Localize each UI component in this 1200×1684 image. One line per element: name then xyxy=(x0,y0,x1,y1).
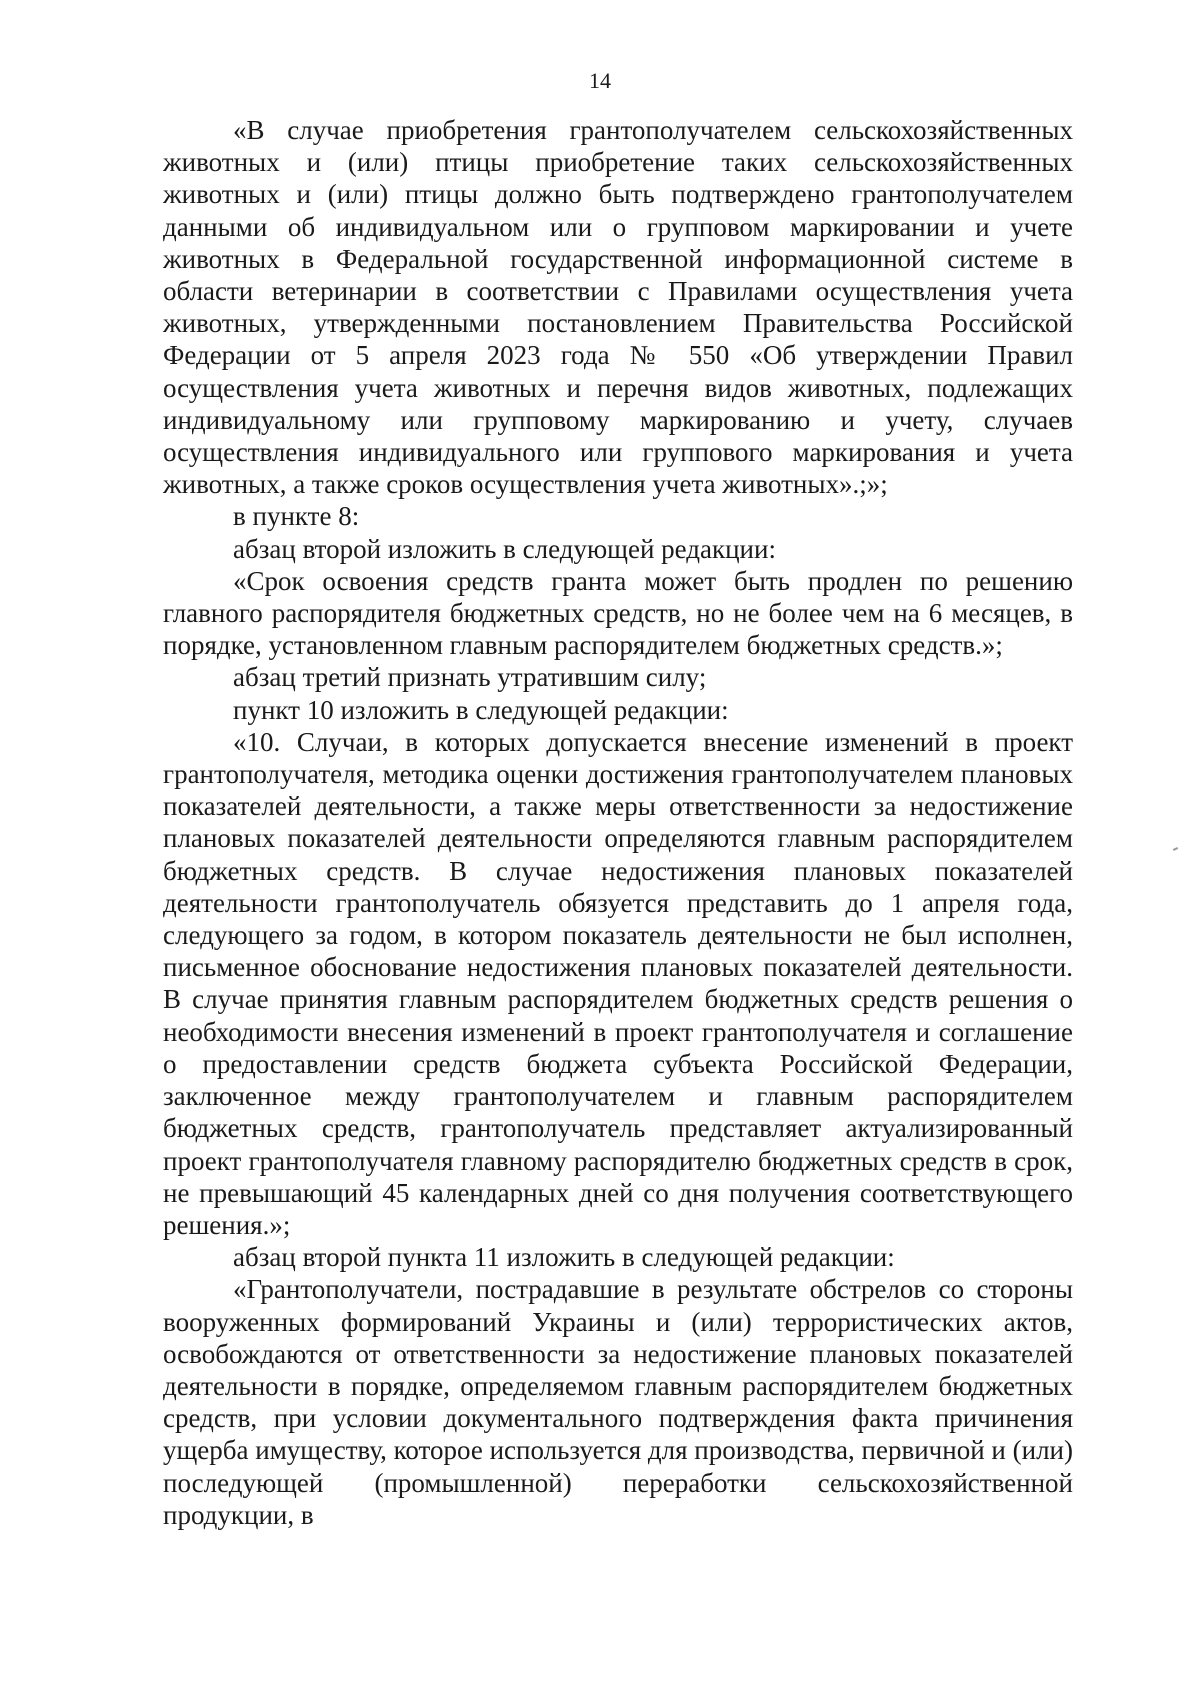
paragraph-point-8: в пункте 8: xyxy=(233,501,360,532)
paragraph-second-abzac: абзац второй изложить в следующей редакции: xyxy=(233,533,776,564)
paragraph-point-10: пункт 10 изложить в следующей редакции: xyxy=(233,694,729,725)
paragraph-third-abzac: абзац третий признать утратившим силу; xyxy=(233,662,707,693)
scan-speck xyxy=(1173,847,1178,851)
paragraph-grant-term: «Срок освоения средств гранта может быть продлен по решению главного распорядителя бюджетных средств, но не более чем на 6 месяцев, в порядке, установленном главным распорядителем бюджетных средств.»; xyxy=(163,565,1073,661)
paragraph-point-10-text: «10. Случаи, в которых допускается внесение изменений в проект грантополучателя, методика оценки достижения грантополучателем плановых показателей деятельности, а также меры ответственности за недостижение плановых показателей деятельности определяются главным распорядителем бюджетных средств. В случае недостижения плановых показателей деятельности грантополучатель обязуется представить до 1 апреля года, следующего за годом, в котором показатель деятельности не был исполнен, письменное обоснование недостижения плановых показателей деятельности. В случае принятия главным распорядителем бюджетных средств решения о необходимости внесения изменений в проект грантополучателя и соглашение о предоставлении средств бюджета субъекта Российской Федерации, заключенное между грантополучателем и главным распорядителем бюджетных средств, грантополучатель представляет актуализированный проект грантополучателя главному распорядителю бюджетных средств в срок, не превышающий 45 календарных дней со дня получения соответствующего решения.»; xyxy=(163,726,1073,1240)
page-number: 14 xyxy=(589,68,611,93)
paragraph-point-11-text: «Грантополучатели, пострадавшие в результате обстрелов со стороны вооруженных формирований Украины и (или) террористических актов, освобождаются от ответственности за недостижение плановых показателей деятельности в порядке, определяемом главным распорядителем бюджетных средств, при условии документального подтверждения факта причинения ущерба имуществу, которое используется для производства, первичной и (или) последующей (промышленной) переработки сельскохозяйственной продукции, в xyxy=(163,1274,1073,1530)
paragraph-point-11: абзац второй пункта 11 изложить в следующей редакции: xyxy=(233,1242,895,1273)
paragraph-livestock-marking: «В случае приобретения грантополучателем сельскохозяйственных животных и (или) птицы приобретение таких сельскохозяйственных животных и (или) птицы должно быть подтверждено грантополучателем данными об индивидуальном или о групповом маркировании и учете животных в Федеральной государственной информационной системе в области ветеринарии в соответствии с Правилами осуществления учета животных, утвержденными постановлением Правительства Российской Федерации от 5 апреля 2023 года № 550 «Об утверждении Правил осуществления учета животных и перечня видов животных, подлежащих индивидуальному или групповому маркированию и учету, случаев осуществления индивидуального или группового маркирования и учета животных, а также сроков осуществления учета животных».;»; xyxy=(163,115,1073,500)
document-body xyxy=(163,114,1073,1531)
